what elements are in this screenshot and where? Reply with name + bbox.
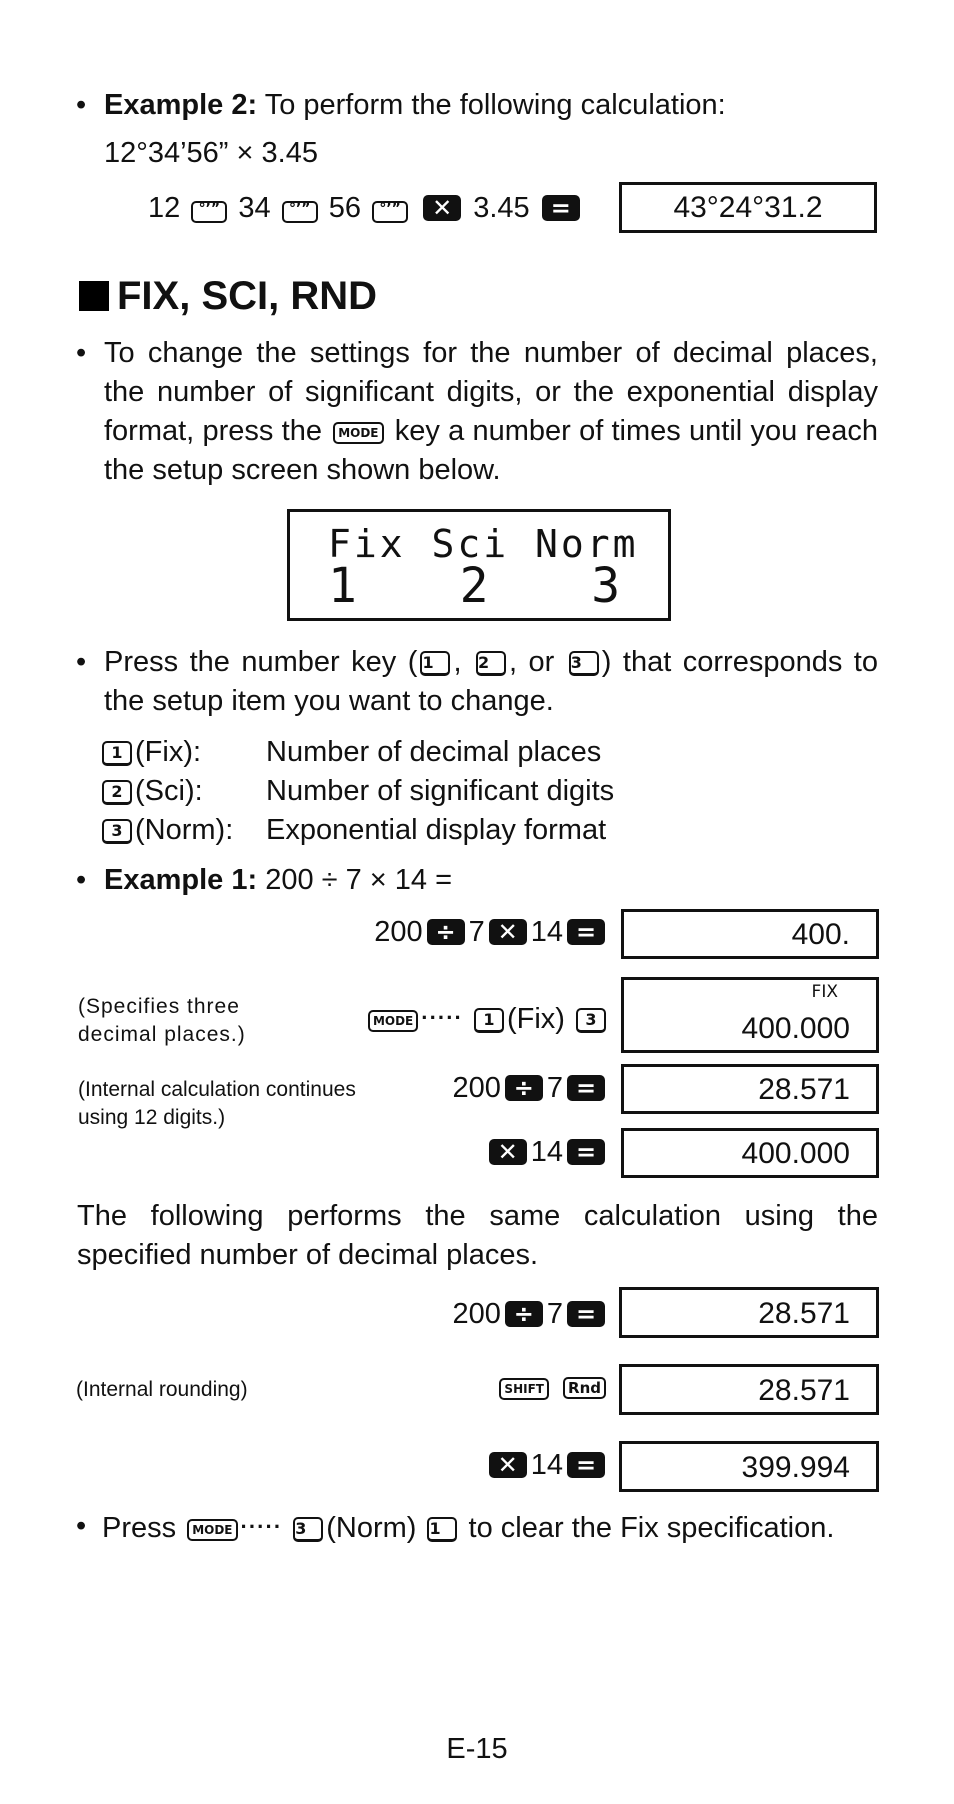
divide-key[interactable]: ÷ xyxy=(505,1301,543,1327)
equals-key[interactable]: = xyxy=(567,1075,605,1101)
sep: , xyxy=(453,646,462,678)
para4-text-b: to clear the Fix specification. xyxy=(468,1512,835,1544)
example1-label: Example 1: xyxy=(104,864,258,896)
setup-line1: Fix Sci Norm xyxy=(328,522,639,566)
key-2[interactable]: 2 xyxy=(102,780,132,805)
calculator-display xyxy=(619,1441,879,1492)
example2-keystrokes xyxy=(148,189,584,228)
key-2[interactable]: 2 xyxy=(476,651,506,676)
key-1[interactable]: 1 xyxy=(102,741,132,766)
fix-label: (Fix) xyxy=(506,1003,565,1035)
equals-key[interactable]: = xyxy=(542,195,580,221)
option-desc: Exponential display format xyxy=(266,814,607,846)
operand: 3.45 xyxy=(473,192,530,224)
multiply-key[interactable]: ✕ xyxy=(489,1452,527,1478)
calculator-display xyxy=(621,1064,879,1114)
operand: 7 xyxy=(546,1072,563,1104)
operand: 200 xyxy=(452,1298,501,1330)
calculator-display xyxy=(621,977,879,1053)
key-1[interactable]: 1 xyxy=(427,1517,457,1542)
calculator-display xyxy=(619,1287,879,1338)
display-value: 399.994 xyxy=(741,1451,850,1484)
calculator-display: 43°24°31.2 xyxy=(619,182,877,233)
key-1[interactable]: 1 xyxy=(474,1008,504,1033)
dms-key[interactable]: °’” xyxy=(191,201,227,223)
key-1[interactable]: 1 xyxy=(420,651,450,676)
square-bullet-icon xyxy=(79,281,109,311)
divide-key[interactable]: ÷ xyxy=(427,919,465,945)
norm-label: (Norm) xyxy=(326,1512,417,1544)
operand: 14 xyxy=(530,1449,563,1481)
multiply-key[interactable]: ✕ xyxy=(423,195,461,221)
example2-intro xyxy=(104,86,726,125)
example2-label: Example 2: xyxy=(104,89,258,121)
bullet: • xyxy=(76,337,87,369)
para2-text-a: Press the number key ( xyxy=(104,646,418,678)
key-3[interactable]: 3 xyxy=(293,1517,323,1542)
display-value: 400. xyxy=(791,918,850,951)
equals-key[interactable]: = xyxy=(567,1452,605,1478)
example2-text: To perform the following calculation: xyxy=(264,89,726,121)
keystroke-row xyxy=(485,1133,609,1172)
option-row xyxy=(102,811,233,850)
operand: 12 xyxy=(148,192,181,224)
bullet: • xyxy=(76,89,87,121)
keystroke-row xyxy=(485,1446,609,1485)
key-3[interactable]: 3 xyxy=(576,1008,606,1033)
option-row xyxy=(102,772,203,811)
operand: 200 xyxy=(452,1072,501,1104)
display-value: 28.571 xyxy=(758,1374,850,1407)
key-3[interactable]: 3 xyxy=(102,819,132,844)
para2 xyxy=(104,643,878,721)
equals-key[interactable]: = xyxy=(567,919,605,945)
equals-key[interactable]: = xyxy=(567,1139,605,1165)
multiply-key[interactable]: ✕ xyxy=(489,1139,527,1165)
keystroke-row xyxy=(496,1368,609,1407)
section-title: FIX, SCI, RND xyxy=(117,274,378,318)
calculator-display xyxy=(621,909,879,959)
example1-expression: 200 ÷ 7 × 14 = xyxy=(265,864,453,896)
option-name: (Fix): xyxy=(135,736,202,768)
operand: 14 xyxy=(530,1136,563,1168)
example1-intro xyxy=(104,861,452,900)
para1 xyxy=(104,334,878,490)
keystroke-row xyxy=(452,1295,609,1334)
keystroke-row xyxy=(374,913,609,952)
sep: , or xyxy=(508,646,555,678)
option-name: (Norm): xyxy=(135,814,234,846)
para4 xyxy=(102,1507,878,1548)
fix-indicator: FIX xyxy=(811,982,838,1002)
key-3[interactable]: 3 xyxy=(569,651,599,676)
operand: 34 xyxy=(238,192,271,224)
calculator-display xyxy=(619,1364,879,1415)
option-name: (Sci): xyxy=(135,775,203,807)
option-desc: Number of significant digits xyxy=(266,775,615,807)
note: (Internal calculation continues using 12 digits.) xyxy=(78,1078,356,1129)
shift-key[interactable]: SHIFT xyxy=(499,1378,549,1400)
bullet: • xyxy=(76,646,87,678)
equals-key[interactable]: = xyxy=(567,1301,605,1327)
display-value: 400.000 xyxy=(741,1137,850,1170)
bullet: • xyxy=(76,864,87,896)
note: (Specifies three decimal places.) xyxy=(78,995,246,1046)
multiply-key[interactable]: ✕ xyxy=(489,919,527,945)
keystroke-row xyxy=(452,1069,609,1108)
example2-expression: 12°34’56” × 3.45 xyxy=(104,137,318,169)
mode-key[interactable]: MODE xyxy=(333,422,383,444)
setup-line2: 1 2 3 xyxy=(328,558,625,614)
repeat-dots: ····· xyxy=(240,1514,283,1539)
display-value: 400.000 xyxy=(741,1012,850,1045)
option-row xyxy=(102,733,201,772)
para3: The following performs the same calculation using the specified number of decimal places. xyxy=(77,1200,878,1271)
mode-key[interactable]: MODE xyxy=(368,1010,418,1032)
note: (Internal rounding) xyxy=(76,1378,248,1401)
display-value: 28.571 xyxy=(758,1073,850,1106)
operand: 56 xyxy=(328,192,362,224)
para1-text-b: key a number of times until you reach the setup screen shown below. xyxy=(104,415,878,486)
para4-text-a: Press xyxy=(102,1512,177,1544)
para2-text-b: ) that corresponds to the setup item you want to change. xyxy=(104,646,878,717)
keystroke-row xyxy=(365,998,609,1039)
calculator-display xyxy=(621,1128,879,1178)
display-value: 28.571 xyxy=(758,1297,850,1330)
operand: 200 xyxy=(374,916,423,948)
dms-key[interactable]: °’” xyxy=(372,201,408,223)
mode-key[interactable]: MODE xyxy=(187,1519,237,1541)
operand: 7 xyxy=(546,1298,563,1330)
rnd-key[interactable]: Rnd xyxy=(563,1377,606,1399)
operand: 14 xyxy=(530,916,563,948)
dms-key[interactable]: °’” xyxy=(282,201,318,223)
para1-text-a: To change the settings for the number of decimal places, the number of significant digits, or the exponential display format, press the xyxy=(104,337,878,447)
bullet: • xyxy=(76,1510,87,1542)
operand: 7 xyxy=(468,916,485,948)
page-number: E-15 xyxy=(446,1733,508,1765)
option-desc: Number of decimal places xyxy=(266,736,602,768)
section-heading xyxy=(79,272,377,320)
setup-screen xyxy=(287,509,671,621)
divide-key[interactable]: ÷ xyxy=(505,1075,543,1101)
repeat-dots: ····· xyxy=(421,1005,463,1030)
